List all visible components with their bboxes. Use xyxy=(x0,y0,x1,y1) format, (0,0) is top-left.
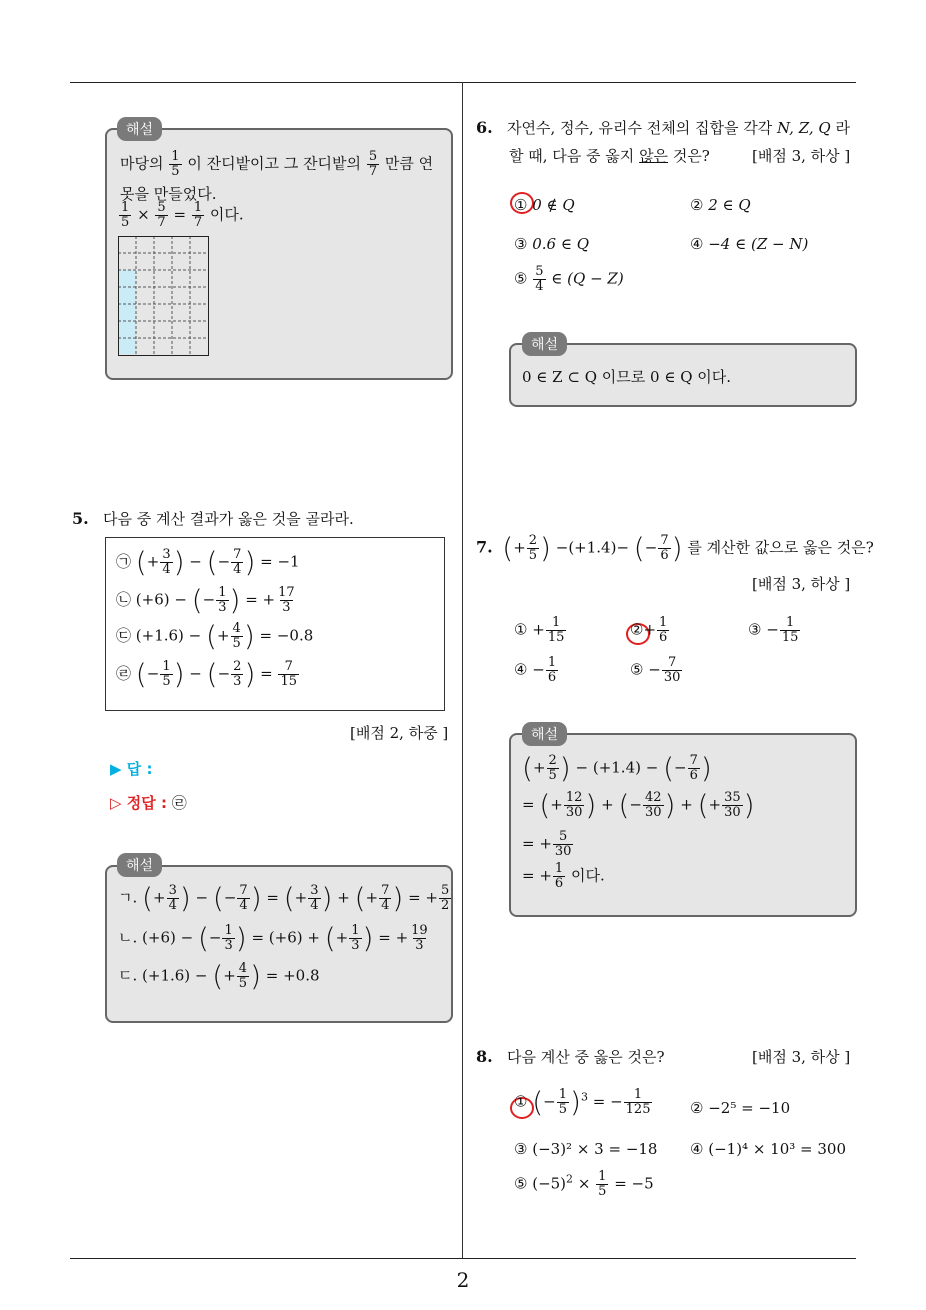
q6-choice-5[interactable]: ⑤ $\frac{5}{4}$ ∈ (Q − Z) xyxy=(514,264,624,294)
q7-solution-line4: = + $\frac{1}{6}$ 이다. xyxy=(522,861,605,891)
q4-fraction-grid xyxy=(118,236,209,356)
q7-solution-line2: = (+ $\frac{12}{30}$ ) + (− $\frac{42}{30}$ ) + (+ $\frac{35}{30}$ ) xyxy=(522,788,755,822)
q4-solution-line2: 못을 만들었다. xyxy=(120,185,217,203)
q6-question-line2: 할 때, 다음 중 옳지 않은 것은? xyxy=(509,147,710,165)
bottom-rule xyxy=(70,1258,856,1259)
q6-choice-1[interactable]: ① 0 ∉ Q xyxy=(514,196,575,214)
q6-choice-3[interactable]: ③ 0.6 ∈ Q xyxy=(514,235,590,253)
q5-item-b: ㉡ (+6) − (− $\frac{1}{3}$ ) = + $\frac{17}{3}$ xyxy=(116,583,295,617)
q7-choice-3[interactable]: ③ − $\frac{1}{15}$ xyxy=(748,615,799,645)
page-number: 2 xyxy=(456,1268,470,1292)
q6-solution-tag: 해설 xyxy=(522,332,567,356)
q4-solution-line1: 마당의 $\frac{1}{5}$ 이 잔디밭이고 그 잔디밭의 $\frac{5}{7}$ 만큼 연 xyxy=(120,149,434,179)
q7-meta: [배점 3, 하상 ] xyxy=(752,575,851,593)
q5-answer-label: ▶ 답 : xyxy=(110,760,153,778)
q7-solution-tag: 해설 xyxy=(522,722,567,746)
q8-question: 8. 다음 계산 중 옳은 것은? xyxy=(476,1047,665,1066)
q5-solution-line1: ㄱ. (+ $\frac{3}{4}$ ) − (− $\frac{7}{4}$ ) = (+ $\frac{3}{4}$ ) + (+ $\frac{7}{4}$ ) = + $\frac{5}{2}$ xyxy=(118,881,450,915)
q6-question-line1: 6. 자연수, 정수, 유리수 전체의 집합을 각각 N, Z, Q 라 xyxy=(476,118,850,137)
q7-solution-line1: (+ $\frac{2}{5}$ ) − (+1.4) − (− $\frac{7}{6}$ ) xyxy=(522,751,712,785)
q7-solution-line3: = + $\frac{5}{30}$ xyxy=(522,829,572,859)
q6-choice-2[interactable]: ② 2 ∈ Q xyxy=(690,196,751,214)
q5-solution-line3: ㄷ. (+1.6) − (+ $\frac{4}{5}$ ) = +0.8 xyxy=(118,959,320,993)
q6-choice-4[interactable]: ④ −4 ∈ (Z − N) xyxy=(690,235,809,253)
q7-choice-2[interactable]: ②+ $\frac{1}{6}$ xyxy=(630,615,668,645)
q5-question: 5. 다음 중 계산 결과가 옳은 것을 골라라. xyxy=(72,509,354,528)
q8-choice-4[interactable]: ④ (−1)⁴ × 10³ = 300 xyxy=(690,1140,847,1158)
q4-solution-tag: 해설 xyxy=(117,117,162,141)
q7-choice-4[interactable]: ④ − $\frac{1}{6}$ xyxy=(514,655,557,685)
q8-meta: [배점 3, 하상 ] xyxy=(752,1048,851,1066)
top-rule xyxy=(70,82,856,83)
q5-item-c: ㉢ (+1.6) − (+ $\frac{4}{5}$ ) = −0.8 xyxy=(116,619,314,653)
q8-choice-3[interactable]: ③ (−3)² × 3 = −18 xyxy=(514,1140,658,1158)
q5-item-a: ㉠ (+ $\frac{3}{4}$ ) − (− $\frac{7}{4}$ ) = −1 xyxy=(116,545,300,579)
q4-solution-equation: $\frac{1}{5}$ × $\frac{5}{7}$ = $\frac{1}{7}$ 이다. xyxy=(121,200,244,230)
q7-question: 7. (+ $\frac{2}{5}$ ) −(+1.4)− (− $\frac{7}{6}$ ) 를 계산한 값으로 옳은 것은? xyxy=(476,531,874,565)
q8-choice-1[interactable]: ① (− $\frac{1}{5}$ )$^3$ = − $\frac{1}{125}$ xyxy=(514,1085,651,1119)
q6-meta: [배점 3, 하상 ] xyxy=(752,147,851,165)
q7-choice-5[interactable]: ⑤ − $\frac{7}{30}$ xyxy=(630,655,681,685)
q5-item-d: ㉣ (− $\frac{1}{5}$ ) − (− $\frac{2}{3}$ ) = $\frac{7}{15}$ xyxy=(116,657,298,691)
column-divider xyxy=(462,82,463,1258)
q8-choice-2[interactable]: ② −2⁵ = −10 xyxy=(690,1099,791,1117)
q5-solution-line2: ㄴ. (+6) − (− $\frac{1}{3}$ ) = (+6) + (+ $\frac{1}{3}$ ) = + $\frac{19}{3}$ xyxy=(118,921,428,955)
q5-correct: ▷ 정답 : ㉣ xyxy=(110,794,187,812)
q7-choice-1[interactable]: ① + $\frac{1}{15}$ xyxy=(514,615,565,645)
q5-meta: [배점 2, 하중 ] xyxy=(350,724,449,742)
q6-solution-text: 0 ∈ Z ⊂ Q 이므로 0 ∈ Q 이다. xyxy=(522,368,732,386)
q8-choice-5[interactable]: ⑤ $(-5)^2$ × $\frac{1}{5}$ = −5 xyxy=(514,1169,654,1199)
q5-solution-tag: 해설 xyxy=(117,853,162,877)
